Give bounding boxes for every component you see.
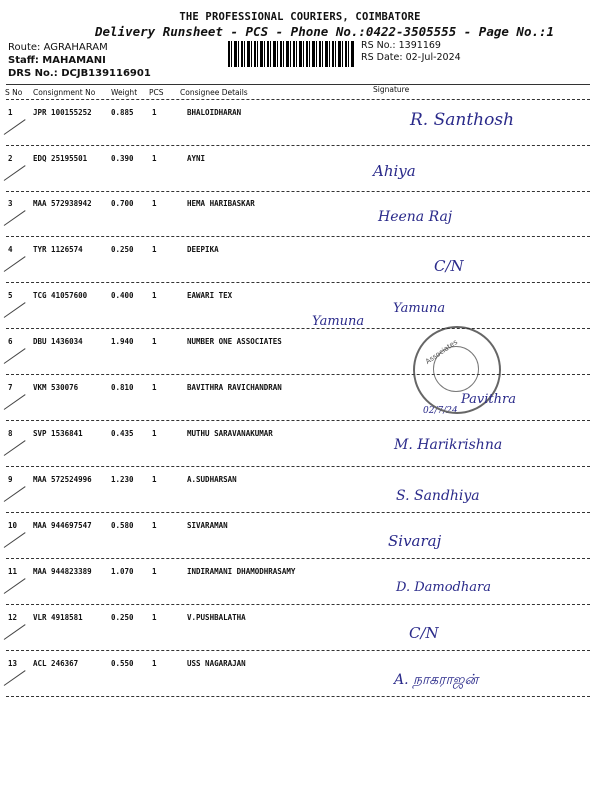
row-signature: D. Damodhara [396, 580, 491, 595]
row5-handwritten-note: Yamuna [312, 314, 365, 329]
row-check-mark [4, 348, 26, 364]
row-consignment-no: TYR 1126574 [33, 245, 83, 254]
row-separator [6, 650, 590, 651]
company-name: THE PROFESSIONAL COURIERS, COIMBATORE [179, 11, 421, 23]
row-signature: M. Harikrishna [394, 437, 503, 453]
row-weight: 0.810 [111, 383, 134, 392]
row-check-mark [4, 302, 26, 318]
col-header-pcs: PCS [149, 88, 164, 97]
row-weight: 1.070 [111, 567, 134, 576]
row-consignment-no: TCG 41057600 [33, 291, 88, 300]
row-consignment-no: MAA 944823389 [33, 567, 92, 576]
row-sno: 7 [8, 383, 13, 392]
row-check-mark [4, 532, 26, 548]
table-row [0, 659, 600, 705]
row-sno: 11 [8, 567, 18, 576]
row-sno: 1 [8, 108, 13, 117]
row-sno: 6 [8, 337, 13, 346]
row-check-mark [4, 256, 26, 272]
row-sno: 4 [8, 245, 13, 254]
row-pcs: 1 [152, 613, 157, 622]
rs-number: RS No.: 1391169 [361, 40, 441, 51]
col-header-consignee: Consignee Details [180, 88, 248, 97]
row-sno: 9 [8, 475, 13, 484]
row-signature: Ahiya [373, 162, 416, 180]
row-pcs: 1 [152, 521, 157, 530]
row-signature: S. Sandhiya [396, 488, 480, 504]
row-sno: 12 [8, 613, 18, 622]
row-pcs: 1 [152, 429, 157, 438]
row-separator [6, 420, 590, 421]
row-weight: 0.400 [111, 291, 134, 300]
row-separator [6, 558, 590, 559]
col-header-sno: S No [5, 88, 23, 97]
row-check-mark [4, 486, 26, 502]
table-row [0, 154, 600, 200]
row-weight: 0.250 [111, 613, 134, 622]
drs-number: DRS No.: DCJB139116901 [8, 68, 151, 79]
row-separator [6, 374, 590, 375]
col-header-consignment: Consignment No [33, 88, 96, 97]
row-signature: C/N [409, 624, 439, 642]
row-pcs: 1 [152, 199, 157, 208]
row-pcs: 1 [152, 383, 157, 392]
table-row [0, 245, 600, 291]
row7-handwritten-date: 02/7/24 [423, 406, 458, 416]
row-check-mark [4, 210, 26, 226]
table-row [0, 613, 600, 659]
row-signature: C/N [434, 257, 464, 275]
runsheet-title: Delivery Runsheet - PCS - Phone No.:0422-3505555 - Page No.:1 [95, 24, 555, 39]
header-top-rule [6, 84, 590, 85]
row-consignee: NUMBER ONE ASSOCIATES [187, 337, 282, 346]
row-weight: 0.885 [111, 108, 134, 117]
row-consignee: V.PUSHBALATHA [187, 613, 246, 622]
row-separator [6, 328, 590, 329]
table-row [0, 475, 600, 521]
row-sno: 13 [8, 659, 18, 668]
row-sno: 3 [8, 199, 13, 208]
row-weight: 0.250 [111, 245, 134, 254]
row-weight: 0.390 [111, 154, 134, 163]
table-row [0, 337, 600, 383]
row-consignment-no: DBU 1436034 [33, 337, 83, 346]
row-pcs: 1 [152, 567, 157, 576]
row-check-mark [4, 624, 26, 640]
row-sno: 10 [8, 521, 18, 530]
row-separator [6, 236, 590, 237]
row-pcs: 1 [152, 475, 157, 484]
row-weight: 1.940 [111, 337, 134, 346]
row-consignee: A.SUDHARSAN [187, 475, 237, 484]
row-weight: 0.700 [111, 199, 134, 208]
row-consignee: EAWARI TEX [187, 291, 233, 300]
row-consignee: AYNI [187, 154, 206, 163]
stamp-text: Associates [424, 338, 460, 366]
barcode [228, 41, 354, 67]
table-row [0, 521, 600, 567]
row-consignment-no: JPR 100155252 [33, 108, 92, 117]
route-label: Route: AGRAHARAM [8, 42, 108, 53]
row-consignment-no: VLR 4918581 [33, 613, 83, 622]
row-weight: 1.230 [111, 475, 134, 484]
row-check-mark [4, 670, 26, 686]
row-check-mark [4, 578, 26, 594]
row-signature: A. நாகராஜன் [394, 672, 479, 688]
row-separator [6, 604, 590, 605]
row-consignment-no: VKM 530076 [33, 383, 79, 392]
col-header-signature: Signature [373, 85, 410, 94]
row-sno: 5 [8, 291, 13, 300]
row-pcs: 1 [152, 245, 157, 254]
row-consignee: BAVITHRA RAVICHANDRAN [187, 383, 282, 392]
row-check-mark [4, 394, 26, 410]
row-consignee: DEEPIKA [187, 245, 219, 254]
row-signature: Sivaraj [388, 532, 442, 550]
table-row [0, 199, 600, 245]
row-signature: Yamuna [393, 301, 446, 316]
row-consignment-no: MAA 572524996 [33, 475, 92, 484]
row-signature: Heena Raj [378, 209, 453, 225]
table-row [0, 291, 600, 337]
row-pcs: 1 [152, 337, 157, 346]
staff-label: Staff: MAHAMANI [8, 55, 106, 66]
row-consignee: SIVARAMAN [187, 521, 228, 530]
table-row [0, 567, 600, 613]
row-sno: 8 [8, 429, 13, 438]
col-header-weight: Weight [111, 88, 138, 97]
row-consignment-no: MAA 572938942 [33, 199, 92, 208]
row-pcs: 1 [152, 108, 157, 117]
row-weight: 0.550 [111, 659, 134, 668]
row-weight: 0.435 [111, 429, 134, 438]
table-row [0, 429, 600, 475]
row-check-mark [4, 440, 26, 456]
row-pcs: 1 [152, 291, 157, 300]
row-consignment-no: MAA 944697547 [33, 521, 92, 530]
row-consignee: INDIRAMANI DHAMODHRASAMY [187, 567, 296, 576]
row-separator [6, 282, 590, 283]
row-consignee: BHALOIDHARAN [187, 108, 242, 117]
row-consignee: HEMA HARIBASKAR [187, 199, 255, 208]
row-sno: 2 [8, 154, 13, 163]
row-check-mark [4, 165, 26, 181]
row-consignment-no: ACL 246367 [33, 659, 79, 668]
row-signature: R. Santhosh [410, 110, 515, 130]
row-weight: 0.580 [111, 521, 134, 530]
rs-date: RS Date: 02-Jul-2024 [361, 52, 461, 63]
row-consignment-no: EDQ 25195501 [33, 154, 88, 163]
row-signature: Pavithra [461, 392, 516, 407]
row-pcs: 1 [152, 659, 157, 668]
row-check-mark [4, 119, 26, 135]
row-separator [6, 696, 590, 697]
row-consignment-no: SVP 1536841 [33, 429, 83, 438]
row-consignee: MUTHU SARAVANAKUMAR [187, 429, 273, 438]
header-bottom-rule [6, 99, 590, 100]
row-separator [6, 466, 590, 467]
row-separator [6, 191, 590, 192]
row-consignee: USS NAGARAJAN [187, 659, 246, 668]
row-separator [6, 145, 590, 146]
row-pcs: 1 [152, 154, 157, 163]
row-separator [6, 512, 590, 513]
